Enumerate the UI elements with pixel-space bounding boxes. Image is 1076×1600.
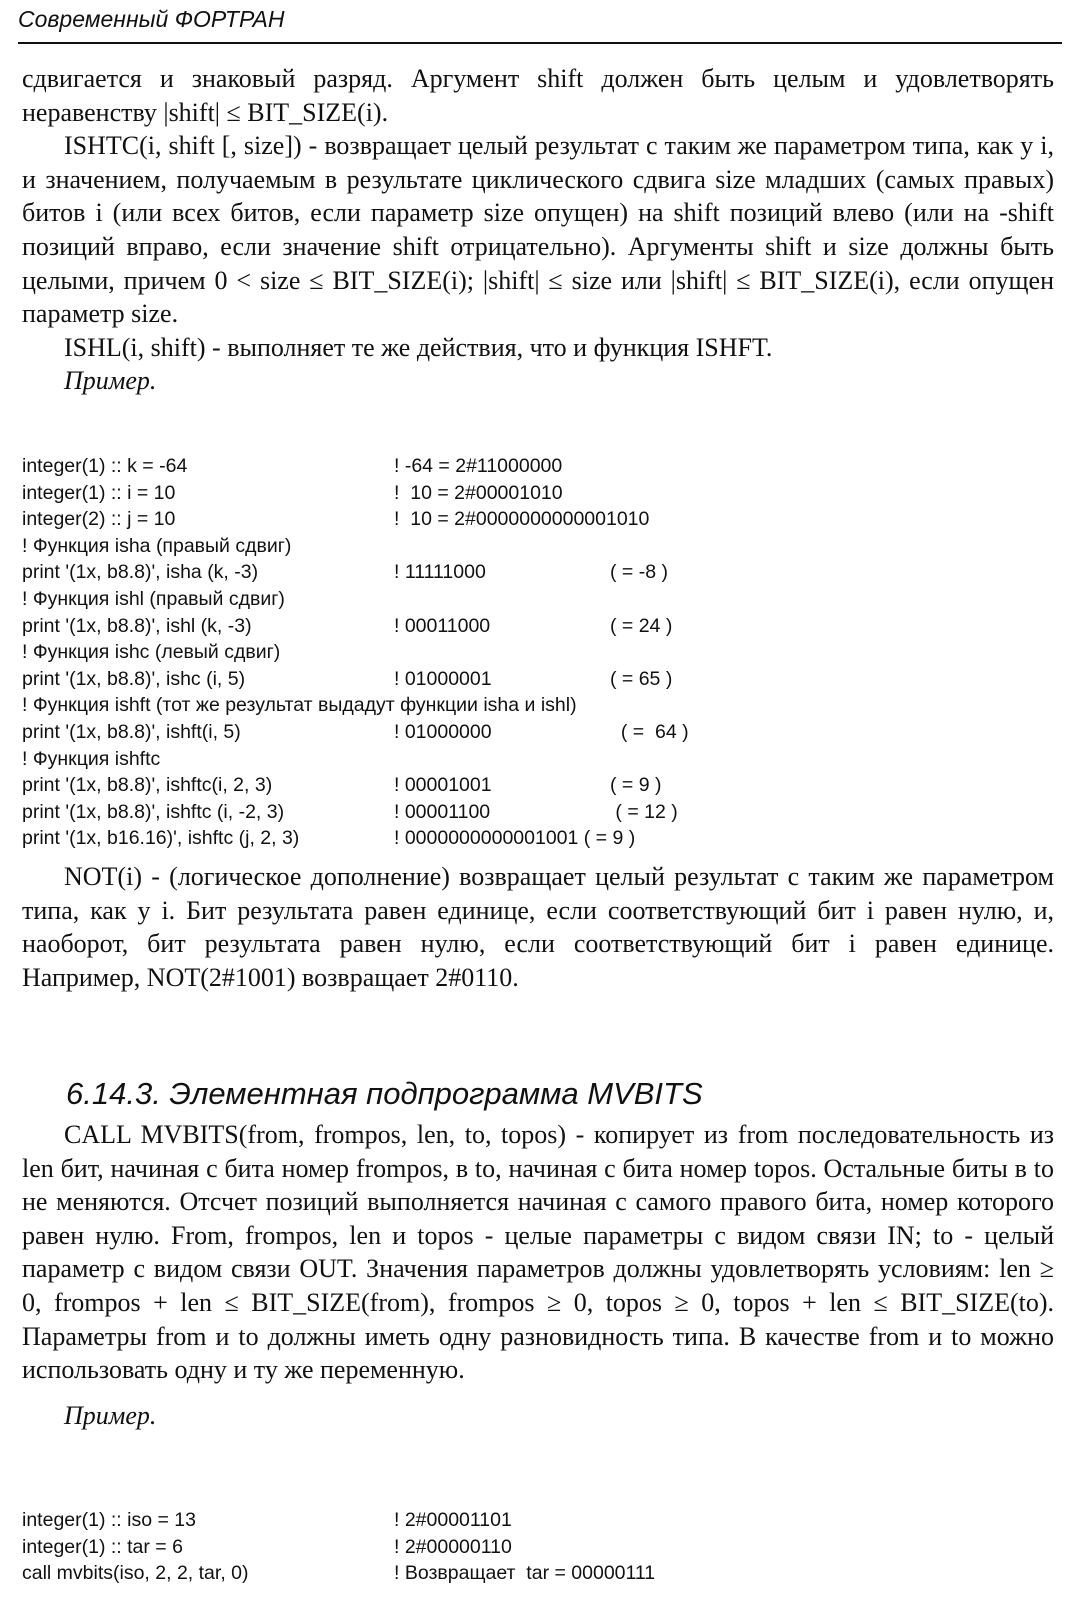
code-value: ( = 65 ) [610, 667, 673, 690]
code-listing-shift [22, 453, 1062, 852]
code-line [22, 559, 1062, 586]
code-code: ! Функция ishft (тот же результат выдадут функции isha и ishl) [22, 694, 577, 717]
text-block-mvbits [22, 1118, 1054, 1432]
code-comment: ! 10 = 2#0000000000001010 [394, 508, 650, 531]
text-block-not [22, 860, 1054, 994]
example-label-1: Пример. [64, 366, 157, 396]
code-line [22, 639, 1062, 666]
code-comment: ! 01000001 [394, 667, 492, 690]
example-label-2: Пример. [64, 1400, 157, 1430]
code-line [22, 1507, 1062, 1534]
code-line [22, 772, 1062, 799]
code-code: integer(1) :: i = 10 [22, 481, 176, 504]
code-code: print '(1x, b8.8)', ishl (k, -3) [22, 614, 252, 637]
code-code: integer(1) :: k = -64 [22, 455, 188, 477]
code-line [22, 480, 1062, 507]
code-line [22, 692, 1062, 719]
code-value: ( = -8 ) [610, 561, 668, 584]
running-header: Современный ФОРТРАН [18, 6, 285, 32]
code-line [22, 799, 1062, 826]
code-comment: ! 00011000 [394, 614, 491, 637]
paragraph-ishtc: ISHTC(i, shift [, size]) - возвращает целый результат с таким же параметром типа, как у i, и значением, получаемым в результате циклического сдвига size младших (самых правых) битов i (или всех битов, если параметр size опущен) на shift позиций влево (или на -shift позиций вправо, если значение shift отрицательно). Аргументы shift и size должны быть целыми, причем 0 < size ≤ BIT_SIZE(i); |shift| ≤ size или |shift| ≤ BIT_SIZE(i), если опущен параметр size. [22, 131, 1054, 329]
code-value: ( = 12 ) [610, 800, 678, 823]
code-code: print '(1x, b8.8)', ishc (i, 5) [22, 667, 246, 690]
paragraph-not: NOT(i) - (логическое дополнение) возвращает целый результат с таким же параметром типа, как у i. Бит результата равен единице, если соответствующий бит i равен нулю, и, наоборот, бит результата равен нулю, если соответствующий бит i равен единице. Например, NOT(2#1001) возвращает 2#0110. [22, 862, 1054, 992]
code-code: ! Функция ishftc [22, 747, 161, 770]
code-line [22, 453, 1062, 480]
paragraph-ishl: ISHL(i, shift) - выполняет те же действия, что и функция ISHFT. [64, 332, 773, 362]
code-code: print '(1x, b8.8)', ishft(i, 5) [22, 720, 241, 743]
code-code: print '(1x, b8.8)', ishftc (i, -2, 3) [22, 800, 285, 823]
code-line [22, 613, 1062, 640]
code-code: integer(1) :: tar = 6 [22, 1535, 183, 1558]
code-code: print '(1x, b8.8)', isha (k, -3) [22, 561, 259, 584]
code-comment: ! -64 = 2#11000000 [394, 455, 563, 477]
code-code: print '(1x, b8.8)', ishftc(i, 2, 3) [22, 774, 273, 797]
code-line [22, 533, 1062, 560]
code-comment: ! Возвращает tar = 00000111 [394, 1562, 656, 1585]
section-heading: 6.14.3. Элементная подпрограмма MVBITS [66, 1076, 703, 1111]
code-line [22, 586, 1062, 613]
code-line [22, 746, 1062, 773]
code-line [22, 506, 1062, 533]
code-comment: ! 10 = 2#00001010 [394, 481, 563, 504]
code-value: ( = 24 ) [610, 614, 673, 637]
paragraph-mvbits: CALL MVBITS(from, frompos, len, to, topos) - копирует из from последовательность из len бит, начиная с бита номер frompos, в to, начиная с бита номер topos. Остальные биты в to не меняются. Отсчет позиций выполняется начиная с самого правого бита, номер которого равен нулю. From, frompos, len и topos - целые параметры с видом связи IN; to - целый параметр с видом связи OUT. Значения параметров должны удовлетворять условиям: len ≥ 0, frompos + len ≤ BIT_SIZE(from), frompos ≥ 0, topos ≥ 0, topos + len ≤ BIT_SIZE(to). Параметры from и to должны иметь одну разновидность типа. В качестве from и to можно использовать одну и ту же переменную. [22, 1120, 1054, 1385]
code-code: integer(1) :: iso = 13 [22, 1509, 196, 1531]
code-comment: ! 00001001 [394, 774, 492, 797]
code-code: ! Функция ishl (правый сдвиг) [22, 587, 285, 610]
code-comment: ! 2#00001101 [394, 1509, 512, 1531]
code-line [22, 1534, 1062, 1561]
text-block-ishftc [22, 62, 1054, 398]
code-line [22, 1560, 1062, 1587]
code-line [22, 825, 1062, 852]
code-comment: ! 00001100 [394, 800, 491, 823]
header-rule [18, 42, 1062, 44]
paragraph-shift-continuation: сдвигается и знаковый разряд. Аргумент shift должен быть целым и удовлетворять неравенству |shift| ≤ BIT_SIZE(i). [22, 64, 1054, 127]
code-comment: ! 11111000 [394, 561, 486, 584]
code-listing-mvbits [22, 1507, 1062, 1587]
code-line [22, 666, 1062, 693]
code-code: ! Функция isha (правый сдвиг) [22, 534, 292, 557]
code-value: ( = 9 ) [610, 774, 662, 797]
code-comment: ! 01000000 [394, 720, 492, 743]
code-line [22, 719, 1062, 746]
code-value: ( = 64 ) [610, 720, 689, 743]
code-code: call mvbits(iso, 2, 2, tar, 0) [22, 1562, 249, 1585]
code-code: print '(1x, b16.16)', ishftc (j, 2, 3) [22, 827, 300, 850]
code-comment: ! 0000000000001001 ( = 9 ) [394, 827, 636, 850]
code-comment: ! 2#00000110 [394, 1535, 512, 1558]
code-code: integer(2) :: j = 10 [22, 508, 176, 531]
code-code: ! Функция ishc (левый сдвиг) [22, 641, 281, 664]
